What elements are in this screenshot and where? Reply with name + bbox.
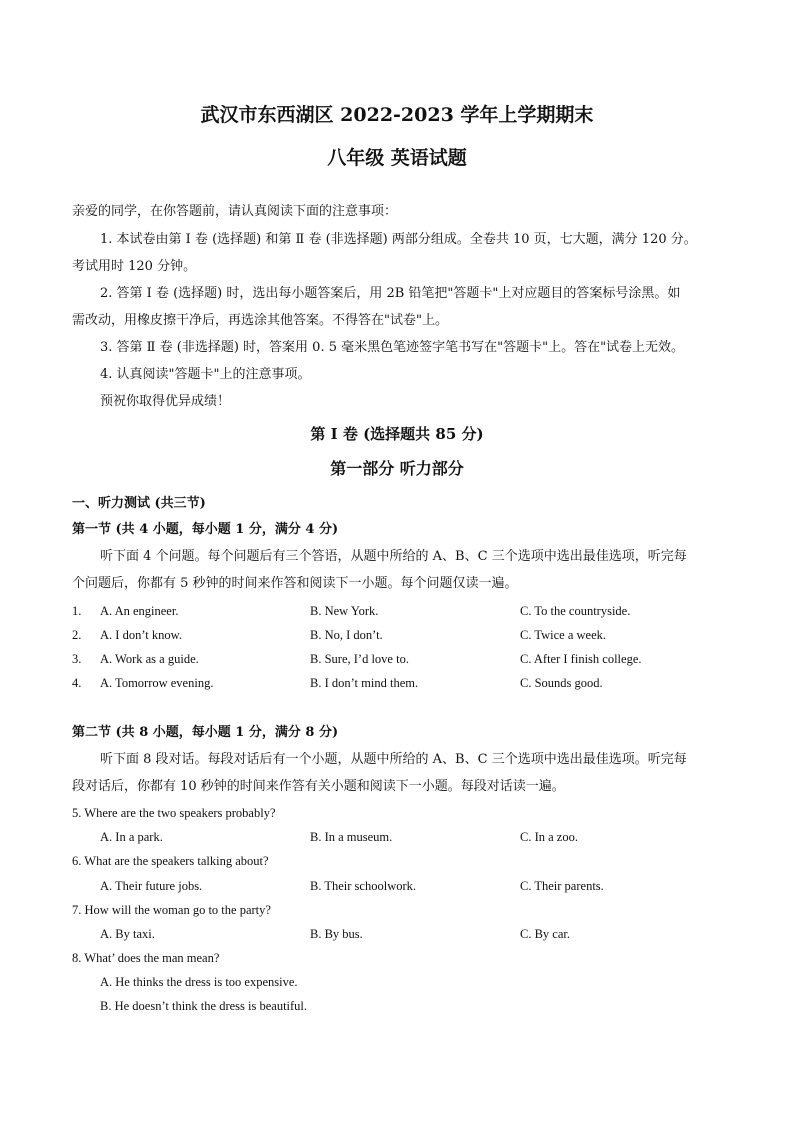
question-stem: 6. What are the speakers talking about?	[72, 854, 269, 868]
section-1-instruction-line-1: 听下面 4 个问题。每个问题后有三个答语，从题中所给的 A、B、C 三个选项中选出最佳选项，听完每	[100, 549, 687, 564]
option-b: B. Their schoolwork.	[310, 879, 417, 893]
option-b: B. New York.	[310, 604, 379, 618]
question-number: 1.	[72, 604, 82, 618]
section-2-instruction-line-2: 段对话后，你都有 10 秒钟的时间来作答有关小题和阅读下一小题。每段对话读一遍。	[72, 779, 565, 794]
option-b: B. I don’t mind them.	[310, 676, 419, 690]
section-heading: 一、听力测试 (共三节)	[72, 496, 206, 511]
question-number: 3.	[72, 652, 82, 666]
notice-item-1-line-1: 1. 本试卷由第 I 卷 (选择题) 和第 Ⅱ 卷 (非选择题) 两部分组成。全卷共 10 页，七大题，满分 120 分。	[100, 232, 697, 247]
option-c: C. By car.	[520, 927, 570, 941]
option-b: B. By bus.	[310, 927, 363, 941]
option-c: C. Sounds good.	[520, 676, 603, 690]
section-1-instruction-line-2: 个问题后，你都有 5 秒钟的时间来作答和阅读下一小题。每个问题仅读一遍。	[72, 576, 518, 591]
option-a: A. By taxi.	[100, 927, 155, 941]
notice-item-2-line-2: 需改动，用橡皮擦干净后，再选涂其他答案。不得答在"试卷"上。	[72, 313, 448, 328]
option-b: B. No, I don’t.	[310, 628, 383, 642]
section-2-instruction-line-1: 听下面 8 段对话。每段对话后有一个小题，从题中所给的 A、B、C 三个选项中选出最佳选项。听完每	[100, 752, 687, 767]
notice-item-4: 4. 认真阅读"答题卡"上的注意事项。	[100, 367, 311, 382]
option-b: B. Sure, I’d love to.	[310, 652, 409, 666]
notice-intro: 亲爱的同学，在你答题前，请认真阅读下面的注意事项：	[72, 204, 398, 219]
volume-title: 第 I 卷 (选择题共 85 分)	[310, 425, 484, 443]
option-c: C. After I finish college.	[520, 652, 642, 666]
option-b: B. He doesn’t think the dress is beautiful.	[100, 999, 308, 1013]
option-a: A. He thinks the dress is too expensive.	[100, 975, 298, 989]
question-stem: 8. What’ does the man mean?	[72, 951, 220, 965]
option-c: C. To the countryside.	[520, 604, 631, 618]
option-a: A. An engineer.	[100, 604, 179, 618]
notice-item-2-line-1: 2. 答第 I 卷 (选择题) 时，选出每小题答案后，用 2B 铅笔把"答题卡"上对应题目的答案标号涂黑。如	[100, 286, 681, 301]
notice-item-1-line-2: 考试用时 120 分钟。	[72, 259, 197, 274]
exam-subtitle: 八年级 英语试题	[327, 147, 467, 169]
option-c: C. Twice a week.	[520, 628, 607, 642]
question-number: 4.	[72, 676, 82, 690]
section-1-heading: 第一节 (共 4 小题，每小题 1 分，满分 4 分)	[72, 522, 339, 537]
question-number: 2.	[72, 628, 82, 642]
section-2-heading: 第二节 (共 8 小题，每小题 1 分，满分 8 分)	[72, 725, 339, 740]
question-stem: 5. Where are the two speakers probably?	[72, 806, 276, 820]
option-a: A. Work as a guide.	[100, 652, 199, 666]
option-c: C. Their parents.	[520, 879, 604, 893]
option-b: B. In a museum.	[310, 830, 393, 844]
option-c: C. In a zoo.	[520, 830, 578, 844]
notice-wish: 预祝你取得优异成绩！	[100, 394, 231, 409]
option-a: A. I don’t know.	[100, 628, 182, 642]
option-a: A. In a park.	[100, 830, 163, 844]
option-a: A. Tomorrow evening.	[100, 676, 214, 690]
question-stem: 7. How will the woman go to the party?	[72, 903, 271, 917]
option-a: A. Their future jobs.	[100, 879, 203, 893]
exam-title: 武汉市东西湖区 2022-2023 学年上学期期末	[200, 104, 594, 126]
notice-item-3: 3. 答第 Ⅱ 卷 (非选择题) 时，答案用 0. 5 毫米黑色笔迹签字笔书写在"答题卡"上。答在"试卷上无效。	[100, 340, 685, 355]
part-title: 第一部分 听力部分	[330, 459, 464, 478]
